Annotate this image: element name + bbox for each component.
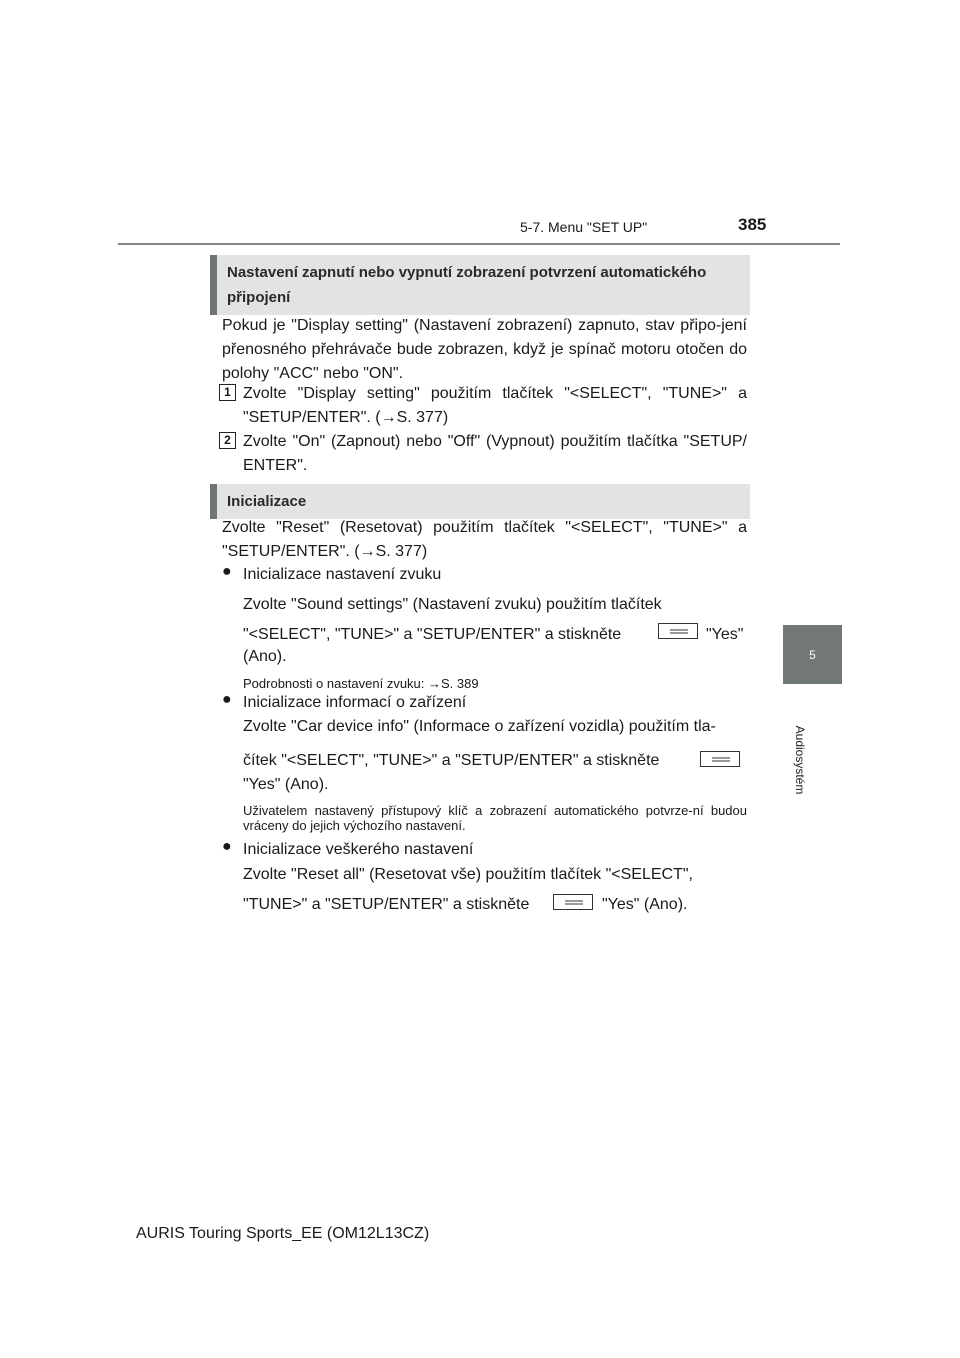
chapter-tab xyxy=(783,625,842,684)
bullet-icon: ● xyxy=(222,563,232,580)
item-3-line2-pre: "TUNE>" a "SETUP/ENTER" a stiskněte xyxy=(243,896,530,913)
step-number-1: 1 xyxy=(219,384,236,401)
item-2-title: Inicializace informací o zařízení xyxy=(243,694,467,711)
item-3-title: Inicializace veškerého nastavení xyxy=(243,841,474,858)
section-heading-initialization: Inicializace xyxy=(210,484,750,519)
item-2-line2-pre: čítek "<SELECT", "TUNE>" a "SETUP/ENTER" a stiskněte xyxy=(243,752,660,769)
item-2-note: Uživatelem nastavený přístupový klíč a zobrazení automatického potvrze-ní budou vráceny do jejich výchozího nastavení. xyxy=(243,803,747,833)
footer-model: AURIS Touring Sports_EE (OM12L13CZ) xyxy=(136,1225,430,1242)
section-title: 5-7. Menu "SET UP" xyxy=(520,219,648,235)
chapter-label: Audiosystém xyxy=(793,725,807,795)
item-1-line1: Zvolte "Sound settings" (Nastavení zvuku) použitím tlačítek xyxy=(243,596,662,613)
item-1-title: Inicializace nastavení zvuku xyxy=(243,566,442,583)
reset-intro-paragraph: Zvolte "Reset" (Resetovat) použitím tlačítek "<SELECT", "TUNE>" a "SETUP/ENTER". (→S. 377) xyxy=(222,519,747,560)
yes-key-icon xyxy=(553,895,593,913)
item-3-line2-post: "Yes" (Ano). xyxy=(602,896,688,913)
bullet-icon: ● xyxy=(222,838,232,855)
chapter-number: 5 xyxy=(809,647,816,662)
item-3-line1: Zvolte "Reset all" (Resetovat vše) použitím tlačítek "<SELECT", xyxy=(243,866,693,883)
item-1-note: Podrobnosti o nastavení zvuku: →S. 389 xyxy=(243,676,479,691)
step-number-2: 2 xyxy=(219,432,236,449)
step-1-text: Zvolte "Display setting" použitím tlačítek "<SELECT", "TUNE>" a "SETUP/ENTER". (→S. 377) xyxy=(243,385,747,426)
item-1-line2-post: "Yes" xyxy=(706,626,744,643)
item-2-line3: "Yes" (Ano). xyxy=(243,776,329,793)
section-heading-display-setting: Nastavení zapnutí nebo vypnutí zobrazení potvrzení automatického připojení xyxy=(210,255,750,315)
step-2-text: Zvolte "On" (Zapnout) nebo "Off" (Vypnout) použitím tlačítka "SETUP/ ENTER". xyxy=(243,433,747,474)
item-2-line1: Zvolte "Car device info" (Informace o zařízení vozidla) použitím tla- xyxy=(243,718,716,735)
intro-paragraph: Pokud je "Display setting" (Nastavení zobrazení) zapnuto, stav připo-jení přenosného přehrávače bude zobrazen, když je spínač motoru otočen do polohy "ACC" nebo "ON". xyxy=(222,317,747,382)
page-number: 385 xyxy=(738,215,767,234)
bullet-icon: ● xyxy=(222,691,232,708)
item-1-line3: (Ano). xyxy=(243,648,287,665)
yes-key-icon xyxy=(658,624,698,642)
yes-key-icon xyxy=(700,752,740,770)
header-divider xyxy=(118,243,840,245)
item-1-line2-pre: "<SELECT", "TUNE>" a "SETUP/ENTER" a stiskněte xyxy=(243,626,622,643)
